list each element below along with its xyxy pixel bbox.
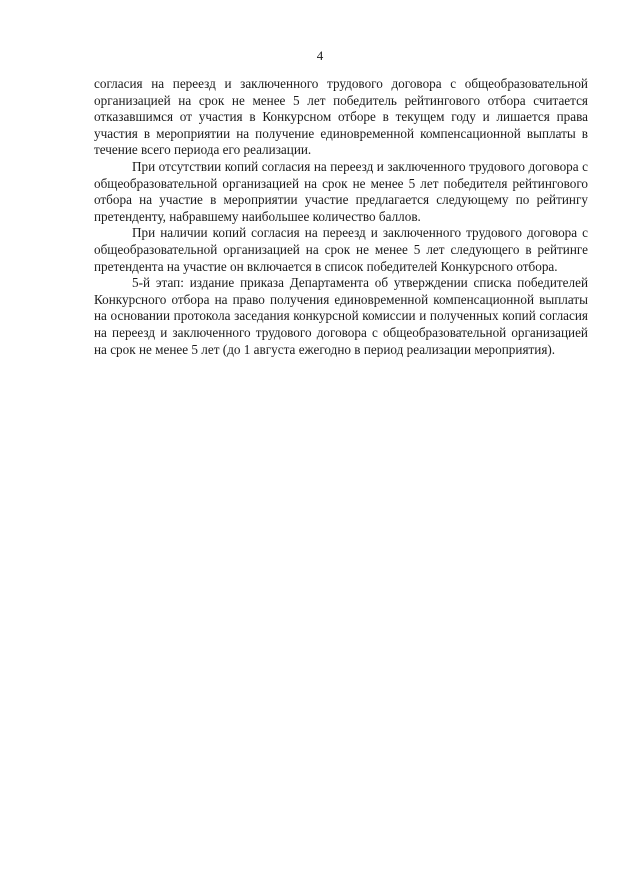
paragraph-absence-of-copies: При отсутствии копий согласия на переезд и заключенного трудового договора с общеобразовательной организацией на срок не менее 5 лет победителя рейтингового отбора на участие в мероприятии участие предлагается следующему по рейтингу претенденту, набравшему наибольшее количество баллов. [94, 158, 588, 224]
paragraph-continuation: согласия на переезд и заключенного трудового договора с общеобразовательной организацией на срок не менее 5 лет победитель рейтингового отбора считается отказавшимся от участия в Конкурсном отборе в текущем году и лишается права участия в мероприятии на получение единовременной компенсационной выплаты в течение всего периода его реализации. [94, 76, 588, 158]
paragraph-stage-5: 5-й этап: издание приказа Департамента об утверждении списка победителей Конкурсного отбора на право получения единовременной компенсационной выплаты на основании протокола заседания конкурсной комиссии и полученных копий согласия на переезд и заключенного трудового договора с общеобразовательной организацией на срок не менее 5 лет (до 1 августа ежегодно в период реализации мероприятия). [94, 275, 588, 357]
paragraph-presence-of-copies: При наличии копий согласия на переезд и заключенного трудового договора с общеобразовательной организацией на срок не менее 5 лет следующего в рейтинге претендента на участие он включается в список победителей Конкурсного отбора. [94, 225, 588, 274]
document-body [94, 76, 588, 358]
page-number: 4 [316, 48, 324, 63]
